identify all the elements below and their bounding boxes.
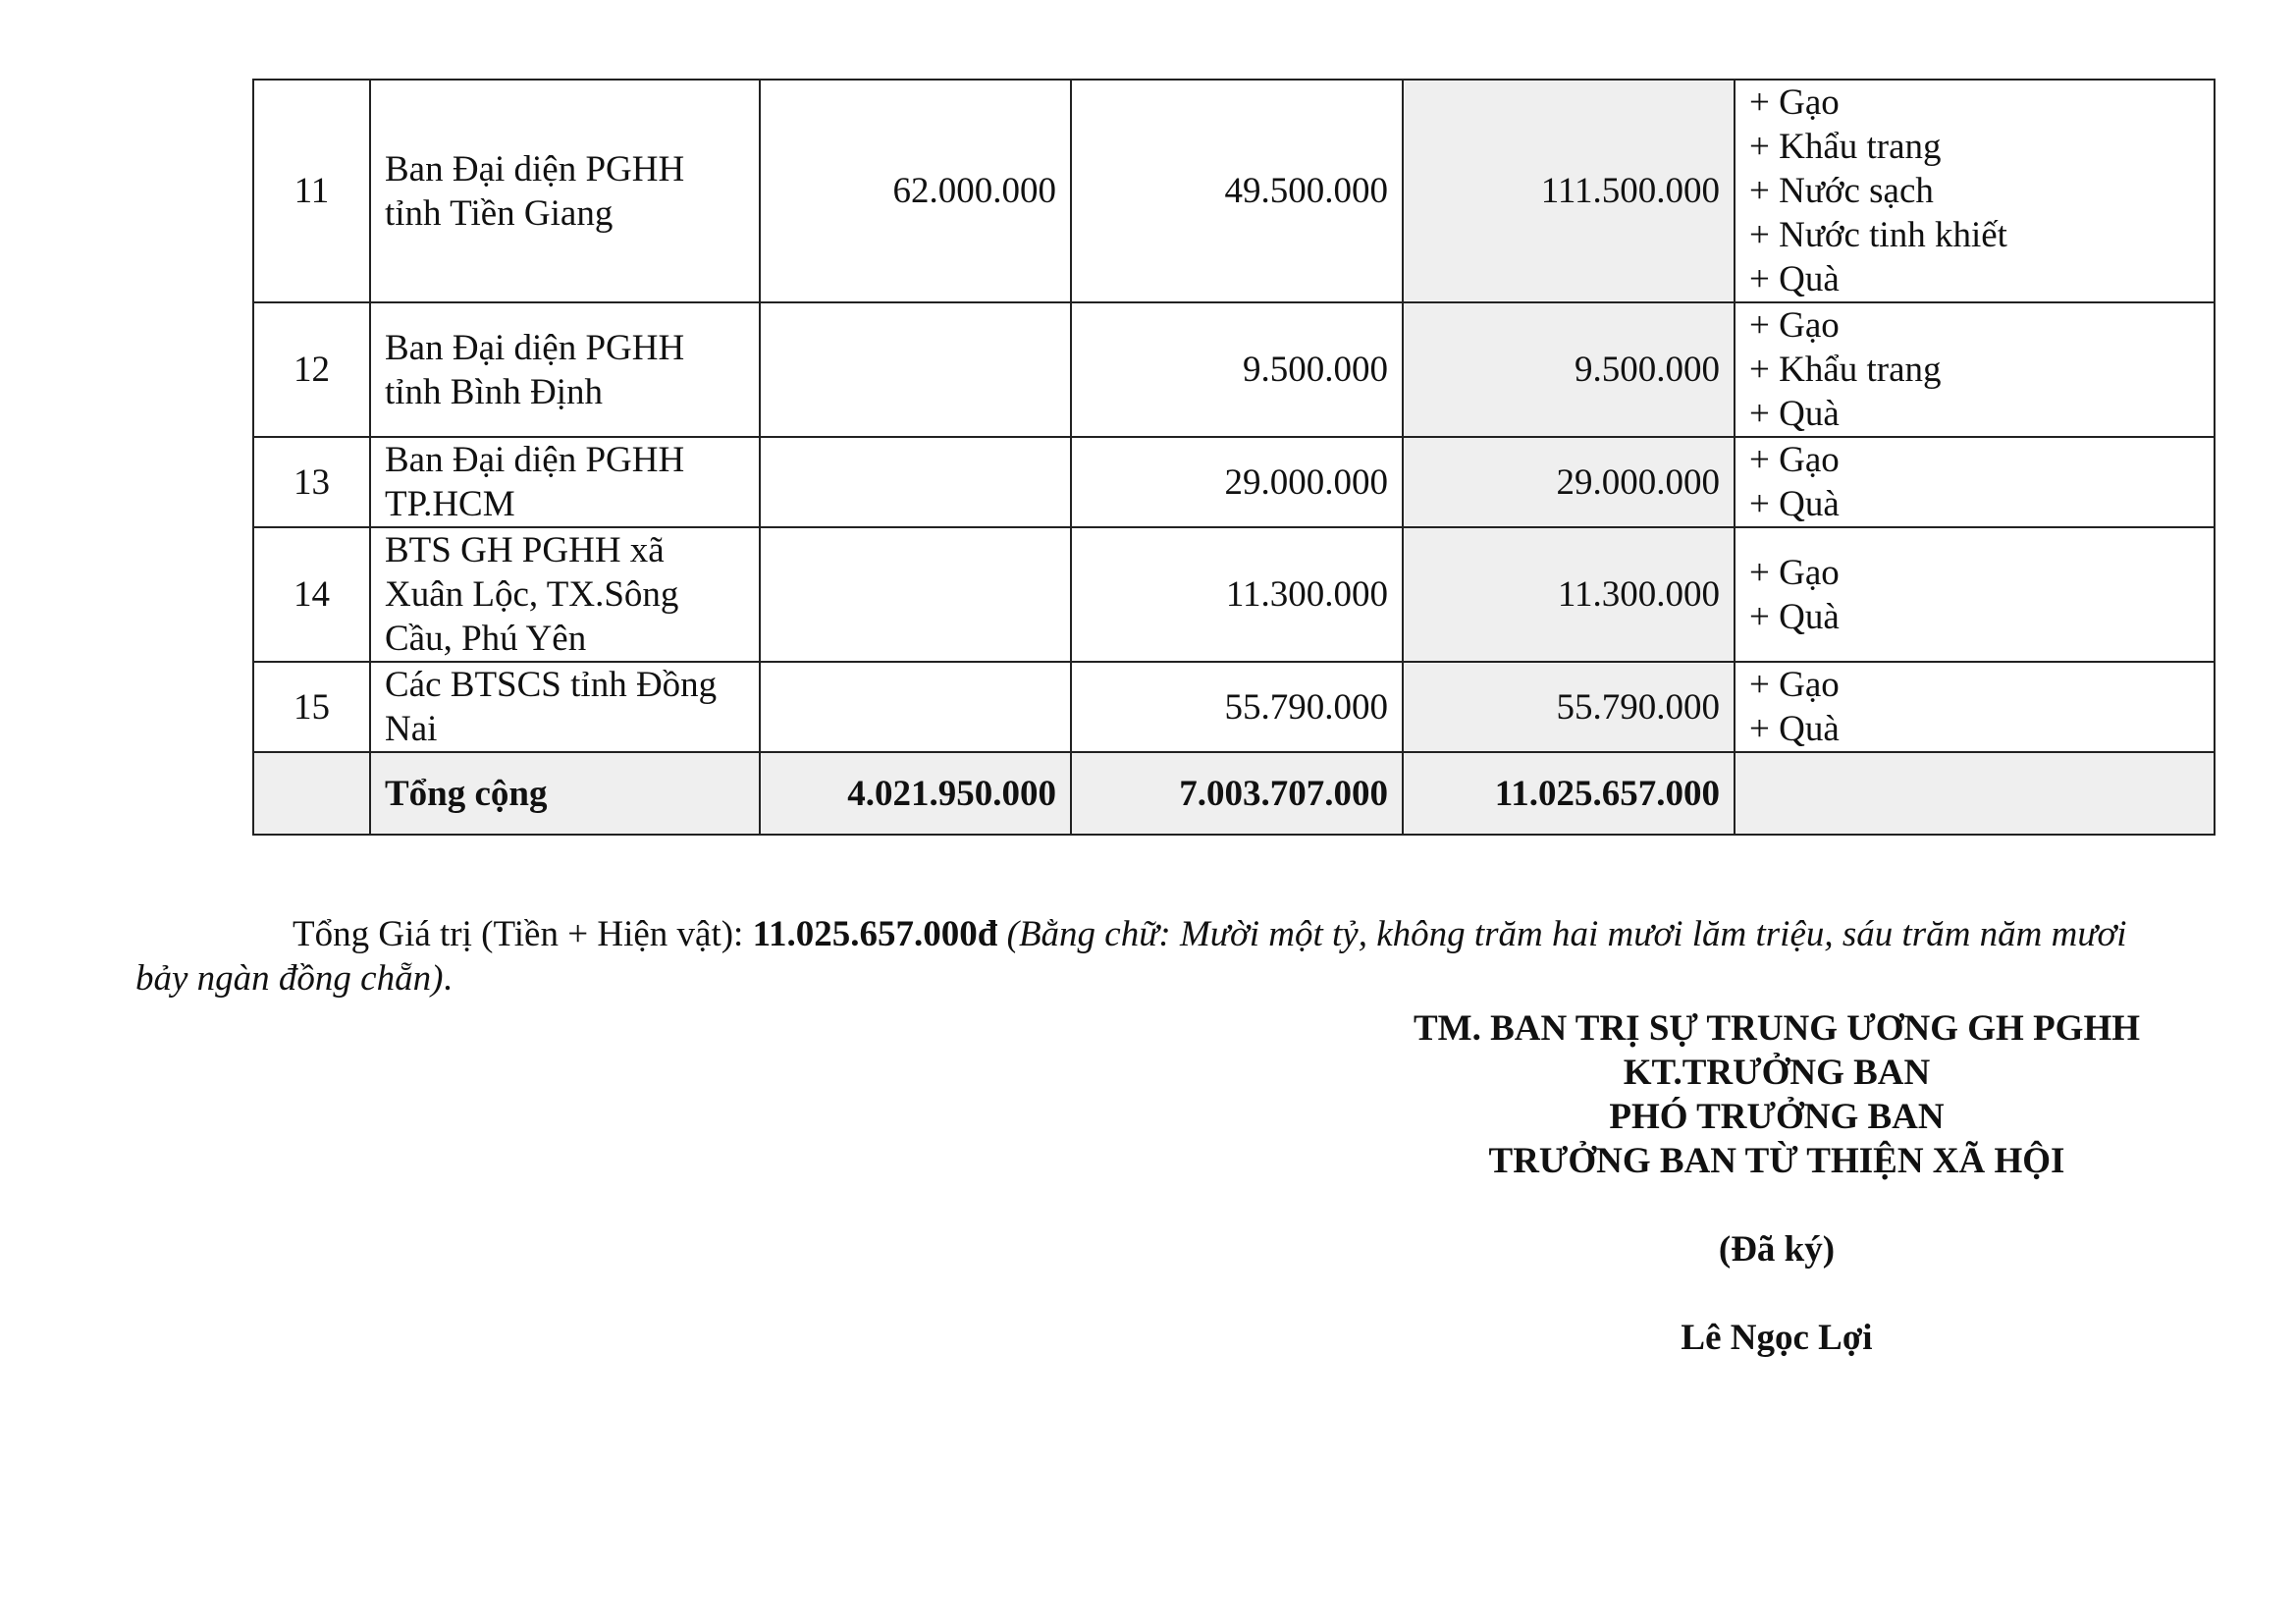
signature-spacer [1374, 1272, 2179, 1316]
organization-name: Ban Đại diện PGHH TP.HCM [370, 437, 760, 527]
table-row [253, 80, 2215, 302]
summary-amount: 11.025.657.000đ [752, 914, 998, 954]
cash-amount: 62.000.000 [760, 80, 1071, 302]
item-entry: + Quà [1749, 259, 1840, 299]
signature-block [1374, 1006, 2179, 1360]
item-entry: + Gạo [1749, 552, 1840, 593]
row-total-amount: 29.000.000 [1403, 437, 1735, 527]
item-entry: + Nước tinh khiết [1749, 215, 2007, 255]
total-value-summary [135, 912, 2158, 1001]
row-total-amount: 9.500.000 [1403, 302, 1735, 437]
row-number: 11 [253, 80, 370, 302]
organization-name: Các BTSCS tỉnh Đồng Nai [370, 662, 760, 752]
table-row [253, 527, 2215, 662]
donated-items [1735, 80, 2215, 302]
signature-position-line: PHÓ TRƯỞNG BAN [1609, 1097, 1945, 1137]
signature-spacer [1374, 1183, 2179, 1227]
row-number: 15 [253, 662, 370, 752]
organization-name: Ban Đại diện PGHH tỉnh Bình Định [370, 302, 760, 437]
signer-name: Lê Ngọc Lợi [1681, 1318, 1873, 1358]
signature-org-line: TM. BAN TRỊ SỰ TRUNG ƯƠNG GH PGHH [1413, 1008, 2141, 1049]
cash-amount [760, 437, 1071, 527]
item-entry: + Quà [1749, 484, 1840, 524]
organization-name: Ban Đại diện PGHH tỉnh Tiền Giang [370, 80, 760, 302]
total-items-empty [1735, 752, 2215, 835]
in-kind-amount: 55.790.000 [1071, 662, 1403, 752]
row-number: 13 [253, 437, 370, 527]
item-entry: + Gạo [1749, 82, 1840, 123]
row-total-amount: 55.790.000 [1403, 662, 1735, 752]
row-number: 12 [253, 302, 370, 437]
table-row [253, 662, 2215, 752]
grand-total-amount: 11.025.657.000 [1403, 752, 1735, 835]
in-kind-amount: 49.500.000 [1071, 80, 1403, 302]
in-kind-amount: 29.000.000 [1071, 437, 1403, 527]
total-label: Tổng cộng [370, 752, 760, 835]
row-total-amount: 11.300.000 [1403, 527, 1735, 662]
donation-table [252, 79, 2216, 836]
total-row-number [253, 752, 370, 835]
item-entry: + Nước sạch [1749, 171, 1934, 211]
cash-amount [760, 527, 1071, 662]
row-total-amount: 111.500.000 [1403, 80, 1735, 302]
cash-amount [760, 662, 1071, 752]
item-entry: + Quà [1749, 709, 1840, 749]
organization-name: BTS GH PGHH xã Xuân Lộc, TX.Sông Cầu, Phú Yên [370, 527, 760, 662]
in-kind-amount: 9.500.000 [1071, 302, 1403, 437]
item-entry: + Quà [1749, 596, 1840, 637]
table-row [253, 302, 2215, 437]
item-entry: + Gạo [1749, 305, 1840, 346]
row-number: 14 [253, 527, 370, 662]
total-in-kind-amount: 7.003.707.000 [1071, 752, 1403, 835]
in-kind-amount: 11.300.000 [1071, 527, 1403, 662]
signature-department-line: TRƯỞNG BAN TỪ THIỆN XÃ HỘI [1488, 1141, 2065, 1181]
donated-items [1735, 527, 2215, 662]
total-row [253, 752, 2215, 835]
donated-items [1735, 662, 2215, 752]
item-entry: + Khẩu trang [1749, 127, 1942, 167]
summary-amount-in-words: (Bằng chữ: Mười một tỷ, không trăm hai mươi lăm triệu, sáu trăm năm mươi bảy ngàn đồng chẵn) [135, 914, 2127, 999]
item-entry: + Quà [1749, 394, 1840, 434]
cash-amount [760, 302, 1071, 437]
item-entry: + Gạo [1749, 440, 1840, 480]
donated-items [1735, 437, 2215, 527]
item-entry: + Gạo [1749, 665, 1840, 705]
donated-items [1735, 302, 2215, 437]
item-entry: + Khẩu trang [1749, 350, 1942, 390]
summary-suffix: . [443, 958, 453, 999]
table-row [253, 437, 2215, 527]
signed-note: (Đã ký) [1718, 1229, 1836, 1270]
summary-prefix: Tổng Giá trị (Tiền + Hiện vật): [293, 914, 753, 954]
signature-title-line: KT.TRƯỞNG BAN [1623, 1053, 1931, 1093]
total-cash-amount: 4.021.950.000 [760, 752, 1071, 835]
donation-table-body [253, 80, 2215, 835]
